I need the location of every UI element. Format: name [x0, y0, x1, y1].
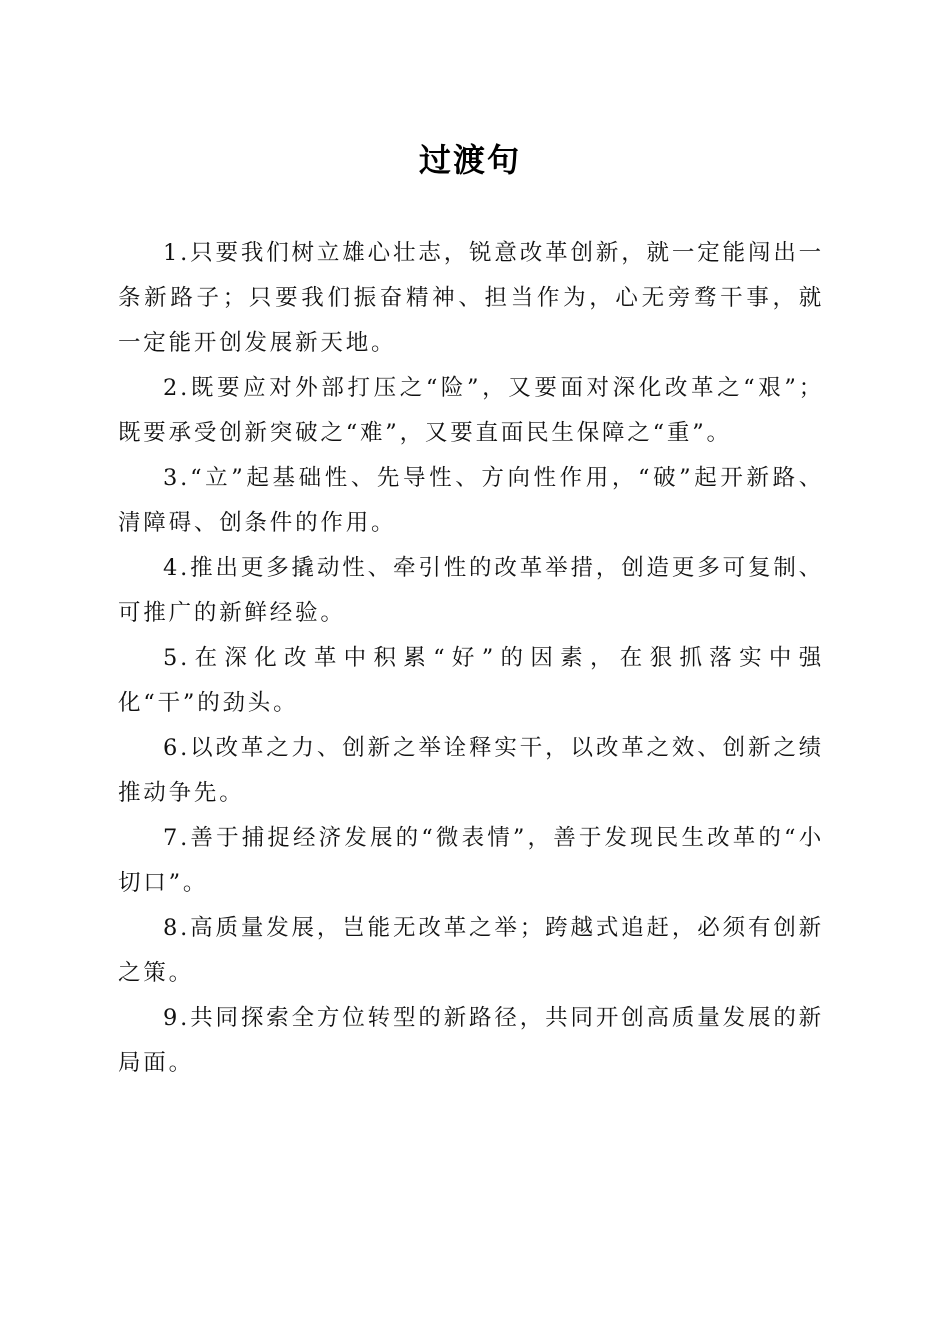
paragraph-6: [118, 726, 824, 816]
paragraph-number: 1.: [163, 240, 191, 266]
paragraph-text: 善于捕捉经济发展的“微表情”，善于发现民生改革的“小切口”。: [118, 825, 824, 896]
paragraph-8: [118, 906, 824, 996]
paragraph-number: 5.: [163, 645, 191, 671]
paragraph-text: 推出更多撬动性、牵引性的改革举措，创造更多可复制、可推广的新鲜经验。: [118, 555, 824, 626]
paragraph-text: “立”起基础性、先导性、方向性作用，“破”起开新路、清障碍、创条件的作用。: [118, 465, 824, 536]
paragraph-number: 3.: [163, 465, 191, 491]
paragraph-9: [118, 996, 824, 1086]
paragraph-text: 在深化改革中积累“好”的因素，在狠抓落实中强化“干”的劲头。: [118, 645, 824, 716]
paragraph-3: [118, 456, 824, 546]
paragraph-text: 共同探索全方位转型的新路径，共同开创高质量发展的新局面。: [118, 1005, 824, 1076]
paragraph-7: [118, 816, 824, 906]
paragraph-number: 4.: [163, 555, 191, 581]
paragraph-number: 7.: [163, 825, 191, 851]
paragraph-number: 6.: [163, 735, 191, 761]
paragraph-number: 9.: [163, 1005, 191, 1031]
paragraph-4: [118, 546, 824, 636]
paragraph-text: 以改革之力、创新之举诠释实干，以改革之效、创新之绩推动争先。: [118, 735, 824, 806]
paragraph-2: [118, 366, 824, 456]
paragraph-number: 2.: [163, 375, 191, 401]
paragraph-text: 只要我们树立雄心壮志，锐意改革创新，就一定能闯出一条新路子；只要我们振奋精神、担当作为，心无旁骛干事，就一定能开创发展新天地。: [118, 240, 824, 356]
paragraph-1: [118, 231, 824, 366]
paragraph-5: [118, 636, 824, 726]
document-body: [118, 231, 824, 1086]
page-title: 过渡句: [418, 141, 521, 179]
paragraph-text: 既要应对外部打压之“险”，又要面对深化改革之“艰”；既要承受创新突破之“难”，又要直面民生保障之“重”。: [118, 375, 824, 446]
paragraph-text: 高质量发展，岂能无改革之举；跨越式追赶，必须有创新之策。: [118, 915, 824, 986]
paragraph-number: 8.: [163, 915, 191, 941]
